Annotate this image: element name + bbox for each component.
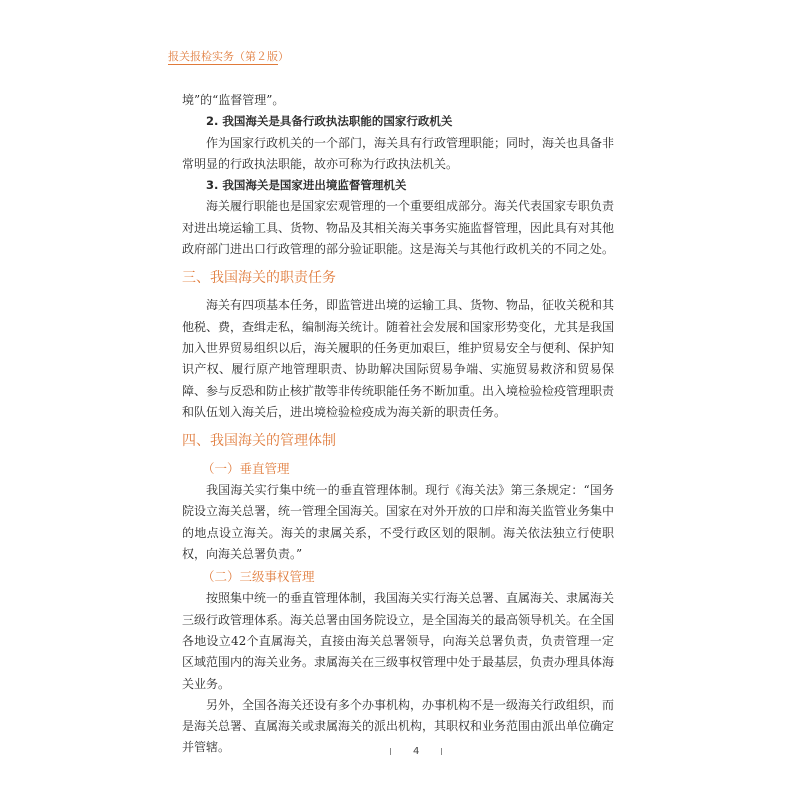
paragraph: 海关有四项基本任务，即监管进出境的运输工具、货物、物品，征收关税和其他税、费，查缉走私，编制海关统计。随着社会发展和国家形势变化，尤其是我国加入世界贸易组织以后，海关履职的任务更加艰巨，维护贸易安全与便利、保护知识产权、履行原产地管理职责、协助解决国际贸易争端、实施贸易救济和贸易保障、参与反恐和防止核扩散等非传统职能任务不断加重。出入境检验检疫管理职责和队伍划入海关后，进出境检验检疫成为海关新的职责任务。 — [182, 298, 615, 419]
paragraph: 另外，全国各海关还设有多个办事机构，办事机构不是一级海关行政组织，而是海关总署、直属海关或隶属海关的派出机构，其职权和业务范围由派出单位确定并管辖。 — [182, 697, 615, 755]
paragraph: 海关履行职能也是国家宏观管理的一个重要组成部分。海关代表国家专职负责对进出境运输工具、货物、物品及其相关海关事务实施监督管理，因此具有对其他政府部门进出口行政管理的部分验证职能。这是海关与其他行政机关的不同之处。 — [182, 199, 615, 257]
subheading: 2. 我国海关是具备行政执法职能的国家行政机关 — [206, 114, 453, 129]
paragraph: 作为国家行政机关的一个部门，海关具有行政管理职能；同时，海关也具备非常明显的行政执法职能，故亦可称为行政执法机关。 — [182, 135, 615, 171]
paragraph: 我国海关实行集中统一的垂直管理体制。现行《海关法》第三条规定：“国务院设立海关总署，统一管理全国海关。国家在对外开放的口岸和海关监管业务集中的地点设立海关。海关的隶属关系，不受行政区划的限制。海关依法独立行使职权，向海关总署负责。” — [182, 483, 615, 562]
page-body — [182, 90, 614, 759]
subheading: 3. 我国海关是国家进出境监督管理机关 — [206, 178, 407, 193]
paragraph: 境”的“监督管理”。 — [182, 93, 285, 107]
page-number: 4 — [413, 746, 420, 757]
section-heading: 四、我国海关的管理体制 — [182, 433, 336, 450]
footer-mark-right — [441, 748, 442, 755]
subsection-heading: （一）垂直管理 — [202, 461, 290, 477]
running-header: 报关报检实务（第２版） — [168, 50, 289, 63]
page-footer — [368, 746, 464, 757]
section-heading: 三、我国海关的职责任务 — [182, 270, 336, 287]
paragraph: 按照集中统一的垂直管理体制，我国海关实行海关总署、直属海关、隶属海关三级行政管理体系。海关总署由国务院设立，是全国海关的最高领导机关。在全国各地设立42个直属海关，直接由海关总署领导，向海关总署负责，负责管理一定区域范围内的海关业务。隶属海关在三级事权管理中处于最基层，负责办理具体海关业务。 — [182, 591, 615, 691]
subsection-heading: （二）三级事权管理 — [202, 569, 315, 585]
footer-mark-left — [390, 748, 391, 755]
